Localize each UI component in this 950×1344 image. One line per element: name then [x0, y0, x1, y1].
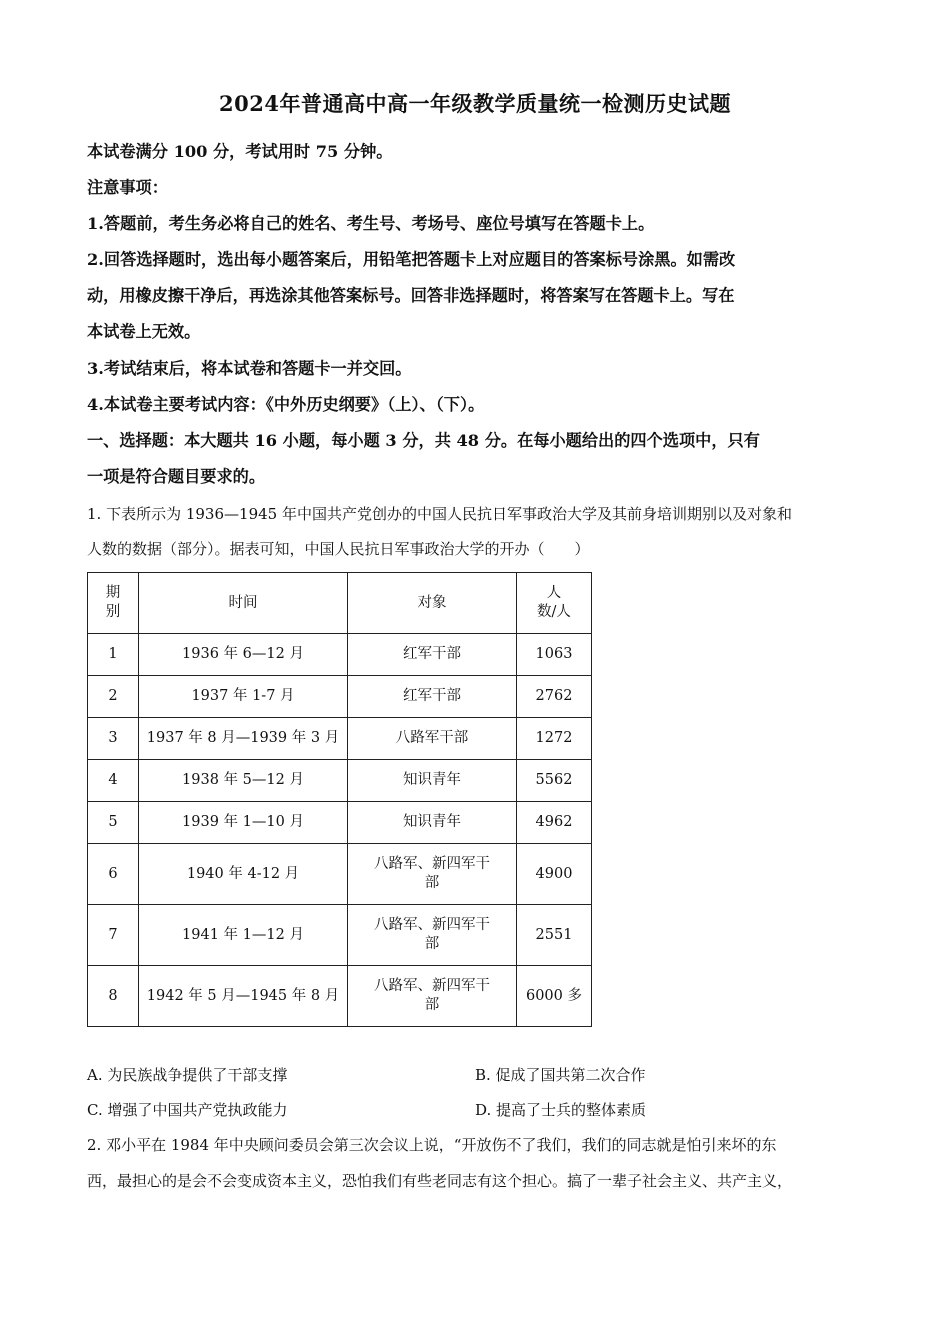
q1-option-a[interactable]: A. 为民族战争提供了干部支撑 [87, 1066, 288, 1084]
cell-time: 1939 年 1—10 月 [139, 802, 348, 844]
table-row [88, 718, 592, 760]
q1-option-c[interactable]: C. 增强了中国共产党执政能力 [87, 1101, 288, 1119]
cell-target: 知识青年 [348, 802, 517, 844]
section-heading: 一、选择题：本大题共 16 小题，每小题 3 分，共 48 分。在每小题给出的四个选项中，只有 [87, 431, 760, 450]
cell-period: 5 [88, 802, 139, 844]
notice-item-1: 1.答题前，考生务必将自己的姓名、考生号、考场号、座位号填写在答题卡上。 [87, 214, 655, 233]
cell-target [348, 844, 517, 905]
cell-period: 7 [88, 905, 139, 966]
cell-target-l1: 八路军、新四军干 [374, 978, 490, 994]
cell-count: 4900 [517, 844, 592, 905]
table-row [88, 905, 592, 966]
header-time: 时间 [139, 573, 348, 634]
cell-target-l2: 部 [424, 936, 440, 952]
cell-time: 1937 年 8 月—1939 年 3 月 [139, 718, 348, 760]
header-period [88, 573, 139, 634]
header-count-l1: 人 [546, 585, 562, 601]
q1-option-b[interactable]: B. 促成了国共第二次合作 [475, 1066, 646, 1084]
cell-time: 1942 年 5 月—1945 年 8 月 [139, 966, 348, 1027]
cell-target-l2: 部 [424, 875, 440, 891]
cell-time: 1938 年 5—12 月 [139, 760, 348, 802]
table-header-row [88, 573, 592, 634]
q2-stem: 2. 邓小平在 1984 年中央顾问委员会第三次会议上说，“开放伤不了我们，我们的同志就是怕引来坏的东 [87, 1136, 777, 1154]
cell-target-l1: 八路军、新四军干 [374, 856, 490, 872]
cell-target [348, 905, 517, 966]
header-count [517, 573, 592, 634]
cell-count: 2551 [517, 905, 592, 966]
header-period-l1: 期 [105, 585, 121, 601]
section-heading-cont: 一项是符合题目要求的。 [87, 467, 266, 486]
cell-time: 1936 年 6—12 月 [139, 634, 348, 676]
header-period-l2: 别 [105, 604, 121, 620]
notice-item-2-cont: 动，用橡皮擦干净后，再选涂其他答案标号。回答非选择题时，将答案写在答题卡上。写在 [87, 286, 735, 305]
page-title: 2024年普通高中高一年级教学质量统一检测历史试题 [219, 91, 731, 116]
q1-stem: 1. 下表所示为 1936—1945 年中国共产党创办的中国人民抗日军事政治大学及其前身培训期别以及对象和 [87, 505, 792, 523]
cell-count: 1063 [517, 634, 592, 676]
cell-time: 1941 年 1—12 月 [139, 905, 348, 966]
cell-target: 红军干部 [348, 676, 517, 718]
cell-time: 1940 年 4-12 月 [139, 844, 348, 905]
notice-item-4: 4.本试卷主要考试内容：《中外历史纲要》（上）、（下）。 [87, 395, 485, 414]
cell-target: 红军干部 [348, 634, 517, 676]
cell-count: 6000 多 [517, 966, 592, 1027]
table-row [88, 844, 592, 905]
notice-item-3: 3.考试结束后，将本试卷和答题卡一并交回。 [87, 359, 412, 378]
cell-count: 2762 [517, 676, 592, 718]
cell-count: 4962 [517, 802, 592, 844]
cell-period: 8 [88, 966, 139, 1027]
notice-item-2: 2.回答选择题时，选出每小题答案后，用铅笔把答题卡上对应题目的答案标号涂黑。如需改 [87, 250, 736, 269]
cell-target [348, 966, 517, 1027]
notice-heading: 注意事项： [87, 178, 168, 197]
cell-period: 6 [88, 844, 139, 905]
table-row [88, 634, 592, 676]
table-row [88, 676, 592, 718]
q1-data-table [87, 572, 592, 1027]
table-row [88, 760, 592, 802]
cell-target-l1: 八路军、新四军干 [374, 917, 490, 933]
cell-period: 4 [88, 760, 139, 802]
cell-period: 1 [88, 634, 139, 676]
cell-count: 5562 [517, 760, 592, 802]
header-count-l2: 数/人 [537, 604, 571, 620]
q1-option-d[interactable]: D. 提高了士兵的整体素质 [475, 1101, 647, 1119]
cell-target: 知识青年 [348, 760, 517, 802]
q1-stem-cont: 人数的数据（部分）。据表可知，中国人民抗日军事政治大学的开办（ ） [87, 540, 590, 558]
header-target: 对象 [348, 573, 517, 634]
table-row [88, 966, 592, 1027]
cell-target: 八路军干部 [348, 718, 517, 760]
score-time-note: 本试卷满分 100 分，考试用时 75 分钟。 [87, 142, 393, 161]
cell-period: 3 [88, 718, 139, 760]
table-row [88, 802, 592, 844]
notice-item-2-end: 本试卷上无效。 [87, 322, 201, 341]
cell-time: 1937 年 1-7 月 [139, 676, 348, 718]
cell-target-l2: 部 [424, 997, 440, 1013]
cell-period: 2 [88, 676, 139, 718]
q2-stem-cont: 西，最担心的是会不会变成资本主义，恐怕我们有些老同志有这个担心。搞了一辈子社会主义、共产主义， [87, 1172, 793, 1190]
cell-count: 1272 [517, 718, 592, 760]
